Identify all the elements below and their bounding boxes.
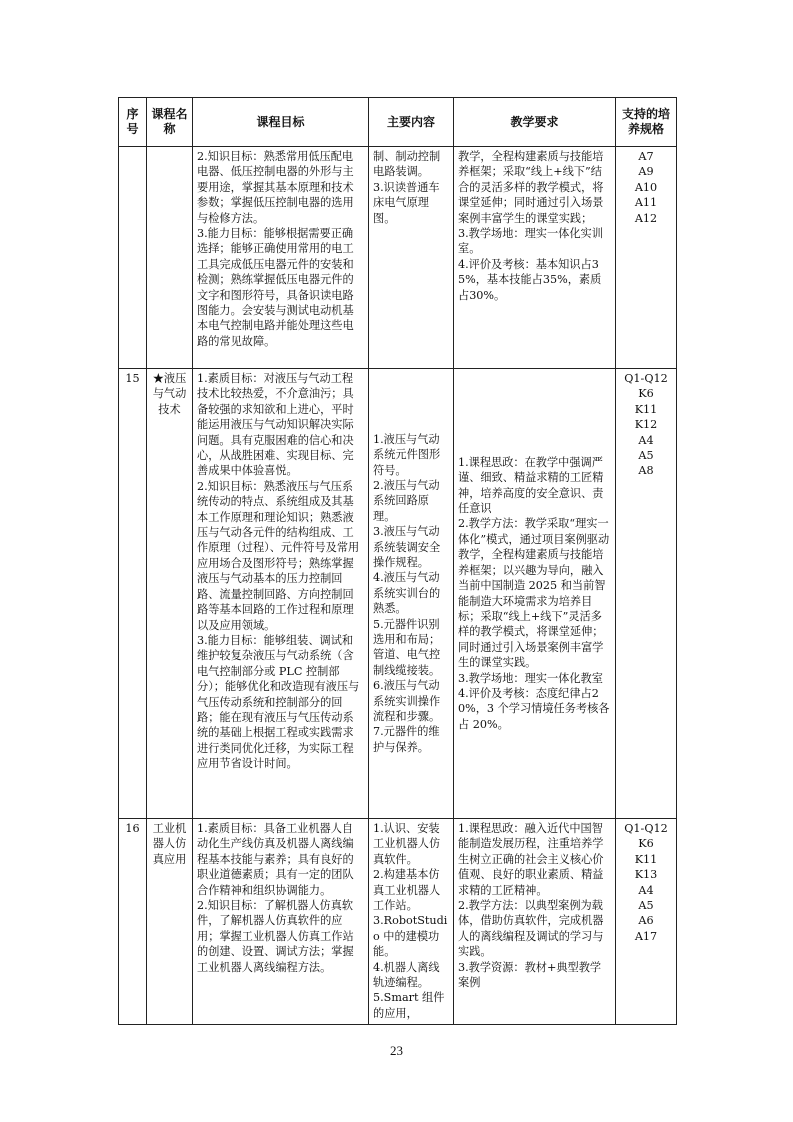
header-requirements: 教学要求 [454,98,616,147]
goal-item: 2.知识目标：了解机器人仿真软件，了解机器人仿真软件的应用；掌握工业机器人仿真工作站的创建、设置、调试方法；掌握工业机器人离线编程方法。 [197,899,354,974]
curriculum-table [118,97,677,1025]
content-item: 1.认识、安装工业机器人仿真软件。 [373,822,441,866]
row-number [119,147,147,369]
support-code: A5 [638,899,654,913]
course-goals [193,819,369,1025]
table-row [119,819,677,1025]
content-item: 4.机器人离线轨迹编程。 [373,960,440,990]
content-item: 7.元器件的维护与保养。 [373,725,440,754]
main-content [369,147,454,369]
requirement-item: 1.课程思政：在教学中强调严谨、细致、精益求精的工匠精神，培养高度的安全意识、责任意识 [458,455,604,516]
header-content: 主要内容 [369,98,454,147]
content-item: 5.元器件识别选用和布局；管道、电气控制线缆接装。 [373,617,441,677]
teaching-requirements [454,147,616,369]
content-item: 3.液压与气动系统装调安全操作规程。 [373,525,441,569]
support-codes [616,369,677,819]
teaching-requirements [454,369,616,819]
support-code: Q1-Q12 [624,372,668,385]
course-name: ★液压与气动技术 [147,369,193,819]
support-code: A5 [638,449,654,463]
content-item: 3.识读普通车床电气原理图。 [373,180,440,225]
goal-item: 3.能力目标：能够根据需要正确选择；能够正确使用常用的电工工具完成低压电器元件的安装和检测；熟练掌握低压电器元件的文字和图形符号，具备识读电路图能力。会安装与测试电动机基本电气控制电路并能处理这些电路的常见故障。 [197,227,354,348]
table-row [119,369,677,819]
content-item: 5.Smart 组件的应用， [373,991,445,1020]
course-goals [193,369,369,819]
content-item: 1.液压与气动系统元件图形符号。 [373,432,441,477]
requirement-item: 4.评价及考核：基本知识占35%，基本技能占35%，素质占30%。 [458,257,602,302]
support-code: K6 [638,387,654,401]
goal-item: 1.素质目标：具备工业机器人自动化生产线仿真及机器人离线编程基本技能与素养；具有良好的职业道德素质；具有一定的团队合作精神和组织协调能力。 [197,822,354,897]
header-goals: 课程目标 [193,98,369,147]
support-code: A10 [634,180,658,194]
row-number: 15 [119,369,147,819]
goal-item: 2.知识目标：熟悉常用低压配电电器、低压控制电器的外形与主要用途，掌握其基本原理和技术参数；掌握低压控制电器的选用与检修方法。 [197,150,354,225]
row-number: 16 [119,819,147,1025]
header-no: 序号 [119,98,147,147]
support-code: A11 [634,196,658,210]
main-content [369,369,454,819]
goal-item: 3.能力目标：能够组装、调试和维护较复杂液压与气动系统（含电气控制部分或 PLC 控制部分）；能够优化和改造现有液压与气压传动系统和控制部分的回路；能在现有液压与气压传动系统的基础上根据工程或实践需求进行类同优化迁移，为实际工程应用节省设计时间。 [197,633,360,771]
support-code: A4 [638,433,654,447]
content-item: 3.RobotStudio 中的建模功能。 [373,914,448,959]
course-name: 工业机器人仿真应用 [147,819,193,1025]
header-course: 课程名称 [147,98,193,147]
requirement-item: 3.教学场地：理实一体化实训室。 [458,227,603,256]
content-item: 制、制动控制电路装调。 [373,150,441,179]
requirement-item: 1.课程思政：融入近代中国智能制造发展历程，注重培养学生树立正确的社会主义核心价值观、良好的职业素质、精益求精的工匠精神。 [458,822,604,897]
main-content [369,819,454,1025]
goal-item: 2.知识目标：熟悉液压与气压系统传动的特点、系统组成及其基本工作原理和理论知识；熟悉液压与气动各元件的结构组成、工作原理（过程）、元件符号及常用应用场合及图形符号；熟练掌握液压与气动基本的压力控制回路、流量控制回路、方向控制回路等基本回路的工作过程和原理以及应用领域。 [197,479,360,632]
requirement-item: 3.教学资源：教材+典型教学案例 [458,960,602,990]
page-number: 23 [390,1043,403,1058]
requirement-item: 3.教学场地：理实一体化教室 [458,671,603,685]
support-code: A9 [638,165,654,179]
teaching-requirements [454,819,616,1025]
support-code: K11 [634,402,658,416]
requirement-item: 2.教学方法：教学采取“理实一体化”模式，通过项目案例驱动教学，全程构建素质与技能培养框架；以兴趣为导向，融入当前中国制造 2025 和当前智能制造大环境需求为培养目标；采取“线上+线下”灵活多样的教学模式，将课堂延伸；同时通过引入场景案例丰富学生的课堂实践。 [458,517,610,670]
support-code: A7 [638,150,654,163]
support-code: A8 [638,464,654,478]
requirement-item: 2.教学方法：以典型案例为载体，借助仿真软件，完成机器人的离线编程及调试的学习与实践。 [458,899,604,959]
support-code: A17 [634,929,658,943]
support-code: A4 [638,883,654,897]
content-item: 6.液压与气动系统实训操作流程和步骤。 [373,679,441,724]
goal-item: 1.素质目标：对液压与气动工程技术比较热爱，不介意油污；具备较强的求知欲和上进心，平时能运用液压与气动知识解决实际问题。具有克服困难的信心和决心，从战胜困难、实现目标、完善成果中体验喜悦。 [197,372,354,478]
requirement-item: 4.评价及考核：态度纪律占20%，3 个学习情境任务考核各占 20%。 [458,686,610,731]
content-item: 2.构建基本仿真工业机器人工作站。 [373,868,441,913]
requirement-item: 教学，全程构建素质与技能培养框架；采取“线上+线下”结合的灵活多样的教学模式，将课堂延伸；同时通过引入场景案例丰富学生的课堂实践； [458,150,604,225]
support-code: A12 [634,211,658,225]
header-support: 支持的培养规格 [616,98,677,147]
course-goals [193,147,369,369]
support-code: A6 [638,914,654,928]
table-header-row [119,98,677,147]
support-code: K13 [634,868,658,882]
table-row [119,147,677,369]
support-code: K12 [634,418,658,432]
support-code: K11 [634,852,658,866]
support-codes [616,819,677,1025]
content-item: 2.液压与气动系统回路原理。 [373,478,440,523]
support-codes [616,147,677,369]
content-item: 4.液压与气动系统实训台的熟悉。 [373,571,441,616]
course-name [147,147,193,369]
support-code: K6 [638,837,654,851]
support-code: Q1-Q12 [624,822,668,835]
